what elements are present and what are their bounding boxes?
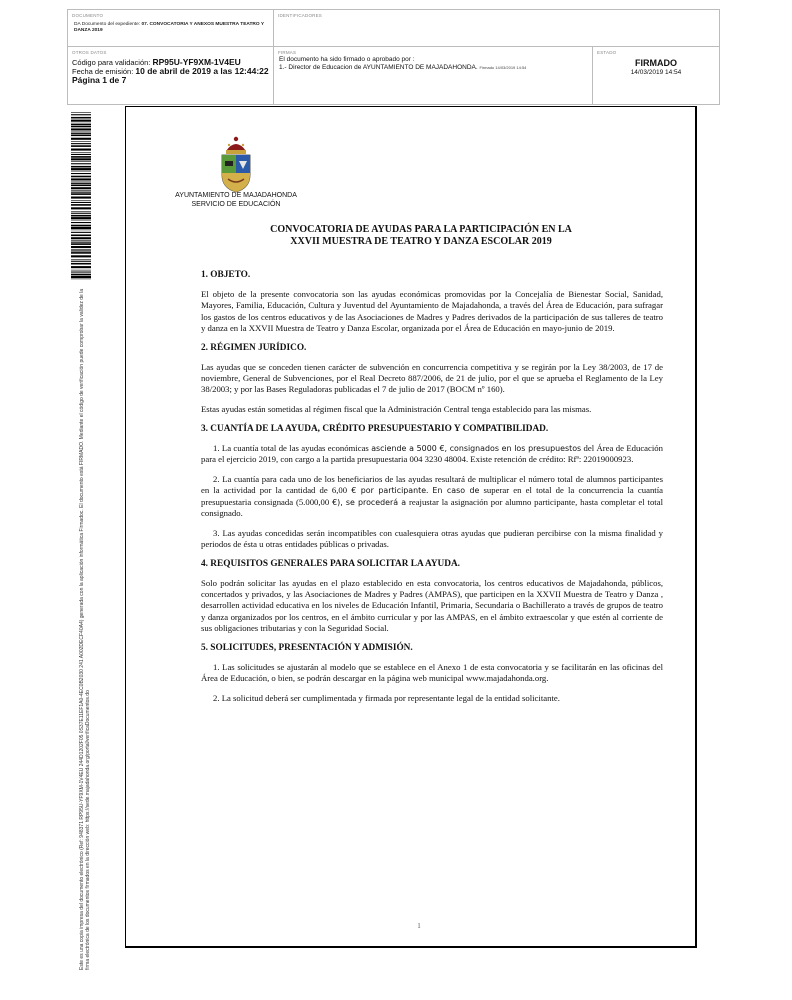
- otros-datos-cell: [68, 47, 274, 104]
- identificadores-cell: [274, 10, 719, 47]
- document-body: [201, 270, 663, 713]
- documento-value: DA Documento del expediente: 07. CONVOCATORIA Y ANEXOS MUESTRA TEATRO Y DANZA 2019: [74, 22, 264, 33]
- firmas-cell: [274, 47, 593, 104]
- document-header-table: [67, 9, 720, 105]
- page-number: 1: [417, 922, 421, 930]
- documento-cell: [68, 10, 274, 47]
- identificadores-label: IDENTIFICADORES: [278, 13, 323, 18]
- paragraph: 2. La cuantía para cada uno de los beneficiarios de las ayudas resultará de multiplicar el número total de alumnos participantes en la actividad por la cantidad de 6,00 € por participante. En caso de superar en el total de la concurrencia la cuantía presupuestaria consignada (5.000,00 €), se procederá a reajustar la asignación por alumno participante, hasta completar el total consignado.: [201, 473, 663, 518]
- firmas-value: El documento ha sido firmado o aprobado por : 1.- Director de Educacion de AYUNTAMIENTO DE MAJADAHONDA. Firmado 14/03/2019 14:54: [279, 56, 527, 71]
- highlighted-text: € por participante: [351, 486, 427, 496]
- estado-label: ESTADO: [597, 50, 617, 55]
- coat-of-arms-icon: [219, 133, 253, 193]
- emission-date: 10 de abril de 2019 a las 12:44:22: [135, 66, 269, 76]
- paragraph: 3. Las ayudas concedidas serán incompatibles con cualesquiera otras ayudas que pudieran percibirse con la misma finalidad y periodos de ésta u otras entidades públicas o privadas.: [201, 527, 663, 549]
- paragraph: El objeto de la presente convocatoria son las ayudas económicas promovidas por la Concejalía de Bienestar Social, Sanidad, Mayores, Familia, Educación, Cultura y Juventud del Ayuntamiento de Majadahonda, a través del Área de Educación, para sufragar los gastos de los centros educativos y de las Asociaciones de Madres y Padres derivados de la participación de sus talleres de teatro y danza en la XXVII Muestra de Teatro y Danza Escolar, organizada por el Área de Educación en mayo-junio de 2019.: [201, 289, 663, 333]
- paragraph: Estas ayudas están sometidas al régimen fiscal que la Administración Central tenga establecido para las mismas.: [201, 404, 592, 415]
- section-heading: 5. SOLICITUDES, PRESENTACIÓN Y ADMISIÓN.: [201, 642, 413, 653]
- section-heading: 3. CUANTÍA DE LA AYUDA, CRÉDITO PRESUPUESTARIO Y COMPATIBILIDAD.: [201, 423, 549, 434]
- section-heading: 2. RÉGIMEN JURÍDICO.: [201, 342, 307, 353]
- verification-sidebar: [79, 280, 99, 970]
- validation-info: Código para validación: RP95U-YF9XM-1V4EU Fecha de emisión: 10 de abril de 2019 a las 12:44:22 Página 1 de 7: [72, 57, 269, 85]
- firmas-label: FIRMAS: [278, 50, 297, 55]
- document-page: [125, 106, 697, 948]
- paragraph: 1. Las solicitudes se ajustarán al modelo que se establece en el Anexo 1 de esta convocatoria y se facilitarán en las oficinas del Área de Educación, o bien, se podrán descargar en la página web municipal www.majadahonda.org.: [201, 661, 663, 684]
- issuing-organization: AYUNTAMIENTO DE MAJADAHONDA SERVICIO DE EDUCACIÓN: [175, 192, 297, 208]
- paragraph: 1. La cuantía total de las ayudas económicas asciende a 5000 €, consignados en los presupuestos del Área de Educación para el ejercicio 2019, con cargo a la partida presupuestaria 004 3230 48004. Existe retención de crédito: Rfª: 22019000923.: [201, 442, 663, 465]
- barcode: [71, 112, 91, 280]
- section-heading: 1. OBJETO.: [201, 270, 251, 280]
- highlighted-text: asciende a 5000 €, consignados en los presupuestos: [371, 443, 582, 453]
- validation-code[interactable]: RP95U-YF9XM-1V4EU: [152, 57, 241, 67]
- documento-label: DOCUMENTO: [72, 13, 104, 18]
- highlighted-text: En caso de: [432, 486, 480, 496]
- otros-datos-label: OTROS DATOS: [72, 50, 107, 55]
- paragraph: Solo podrán solicitar las ayudas en el plazo establecido en esta convocatoria, los centros educativos de Majadahonda, públicos, concertados y privados, y las Asociaciones de Madres y Padres (AMPAS), que participen en la XXVII Muestra de Teatro y Danza , desarrollen actividad educativa en los niveles de Educación Infantil, Primaria, Secundaria o Bachillerato a través de grupos de teatro y danza organizados por los centros, en el ámbito curricular y por las AMPAS, en el ámbito extraescolar y que estén al corriente de sus obligaciones tributarias y con la Seguridad Social.: [201, 577, 663, 633]
- verification-text: Este es una copia impresa del documento electrónico (Ref: 948371 RP95U-YF9XM-1V4EU 244D1202F05 0S37E11EF1A0-4EC0B2030 241 A002DECF40A4) generada con la aplicación informática Firmadoc. El documento está FIRMADO. Mediante el código de verificación puede comprobar la validez de la firma electrónica de los documentos firmados en la dirección web: https://sede.majadahonda.org/portal/verificaDocumentos.do: [79, 288, 92, 970]
- document-title: CONVOCATORIA DE AYUDAS PARA LA PARTICIPACIÓN EN LA XXVII MUESTRA DE TEATRO Y DANZA ESCOLAR 2019: [270, 224, 572, 247]
- highlighted-text: €), se procederá a: [332, 497, 407, 507]
- estado-value: FIRMADO 14/03/2019 14:54: [593, 58, 719, 76]
- status-badge: FIRMADO: [635, 58, 677, 68]
- paragraph: 2. La solicitud deberá ser cumplimentada y firmada por representante legal de la entidad solicitante.: [213, 692, 560, 703]
- estado-cell: [593, 47, 719, 104]
- page-count: Página 1 de 7: [72, 75, 127, 85]
- section-heading: 4. REQUISITOS GENERALES PARA SOLICITAR LA AYUDA.: [201, 558, 461, 569]
- paragraph: Las ayudas que se conceden tienen carácter de subvención en concurrencia competitiva y se regirán por la Ley 38/2003, de 17 de noviembre, General de Subvenciones, por el Real Decreto 887/2006, de 21 de julio, por el que se aprueba el Reglamento de la Ley 38/2003; y por las Bases Reguladoras publicadas el 7 de julio de 2017 (BOCM nº 160).: [201, 361, 663, 395]
